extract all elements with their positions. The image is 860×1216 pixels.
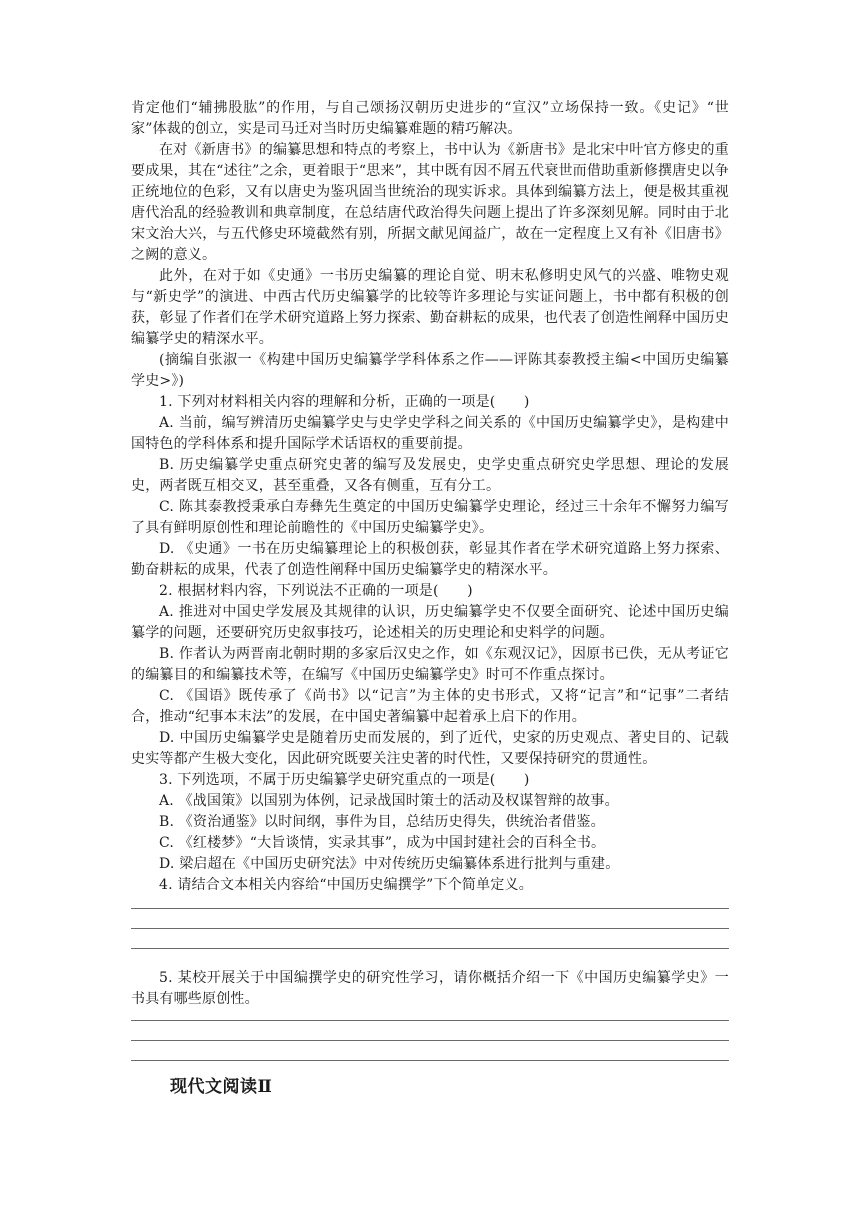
question-4-stem: 4. 请结合文本相关内容给“中国历史编撰学”下个简单定义。 bbox=[159, 877, 533, 893]
question-1-stem: 1. 下列对材料相关内容的理解和分析，正确的一项是( ) bbox=[159, 394, 530, 410]
question-2-option-a: A. 推进对中国史学发展及其规律的认识，历史编纂学史不仅要全面研究、论述中国历史编纂学的问题，还要研究历史叙事技巧，论述相关的历史理论和史料学的问题。 bbox=[131, 604, 729, 641]
paragraph-2: 在对《新唐书》的编纂思想和特点的考察上，书中认为《新唐书》是北宋中叶官方修史的重要成果，其在“述往”之余，更着眼于“思来”，其中既有因不屑五代衰世而借助重新修撰唐史以争正统地位的色彩，又有以唐史为鉴巩固当世统治的现实诉求。具体到编纂方法上，便是极其重视唐代治乱的经验教训和典章制度，在总结唐代政治得失问题上提出了许多深刻见解。同时由于北宋文治大兴，与五代修史环境截然有别，所据文献见闻益广，故在一定程度上又有补《旧唐书》之阙的意义。 bbox=[131, 142, 729, 263]
question-3-option-b: B. 《资治通鉴》以时间纲，事件为目，总结历史得失，供统治者借鉴。 bbox=[159, 814, 605, 830]
question-1-option-a: A. 当前，编写辨清历史编纂学史与史学史学科之间关系的《中国历史编纂学史》，是构建中国特色的学科体系和提升国际学术话语权的重要前提。 bbox=[131, 415, 729, 452]
paragraph-1: 肯定他们“辅拂股肱”的作用，与自己颂扬汉朝历史进步的“宣汉”立场保持一致。《史记》“世家”体裁的创立，实是司马迁对当时历史编纂难题的精巧解决。 bbox=[131, 100, 729, 137]
question-5-stem: 5. 某校开展关于中国编撰学史的研究性学习，请你概括介绍一下《中国历史编纂学史》一书具有哪些原创性。 bbox=[131, 970, 729, 1007]
question-3-option-c: C. 《红楼梦》“大旨谈情，实录其事”，成为中国封建社会的百科全书。 bbox=[159, 835, 606, 851]
question-2-stem: 2. 根据材料内容，下列说法不正确的一项是( ) bbox=[159, 583, 473, 599]
source-note: (摘编自张淑一《构建中国历史编纂学学科体系之作——评陈其泰教授主编<中国历史编纂学史>》) bbox=[131, 352, 729, 389]
answer-line bbox=[131, 948, 729, 949]
reading-passage bbox=[131, 98, 729, 1080]
answer-line bbox=[131, 1060, 729, 1061]
question-2-option-c: C. 《国语》既传承了《尚书》以“记言”为主体的史书形式，又将“记言”和“记事”二者结合，推动“纪事本末法”的发展，在中国史著编纂中起着承上启下的作用。 bbox=[131, 688, 729, 725]
question-2-option-b: B. 作者认为两晋南北朝时期的多家后汉史之作，如《东观汉记》，因原书已佚，无从考证它的编纂目的和编纂技术等，在编写《中国历史编纂学史》时可不作重点探讨。 bbox=[131, 646, 729, 683]
question-2-option-d: D. 中国历史编纂学史是随着历史而发展的，到了近代，史家的历史观点、著史目的、记载史实等都产生极大变化，因此研究既要关注史著的时代性，又要保持研究的贯通性。 bbox=[131, 730, 729, 767]
question-5-answer-area[interactable] bbox=[131, 1020, 729, 1061]
answer-line bbox=[131, 928, 729, 929]
section-title: 现代文阅读Ⅱ bbox=[170, 1077, 273, 1097]
question-3-stem: 3. 下列选项，不属于历史编纂学史研究重点的一项是( ) bbox=[159, 772, 530, 788]
answer-line bbox=[131, 1020, 729, 1021]
question-1-option-b: B. 历史编纂学史重点研究史著的编写及发展史，史学史重点研究史学思想、理论的发展史，两者既互相交叉，甚至重叠，又各有侧重，互有分工。 bbox=[131, 457, 729, 494]
question-3-option-a: A. 《战国策》以国别为体例，记录战国时策士的活动及权谋智辩的故事。 bbox=[159, 793, 619, 809]
paragraph-3: 此外，在对于如《史通》一书历史编纂的理论自觉、明末私修明史风气的兴盛、唯物史观与“新史学”的演进、中西古代历史编纂学的比较等许多理论与实证问题上，书中都有积极的创获，彰显了作者们在学术研究道路上努力探索、勤奋耕耘的成果，也代表了创造性阐释中国历史编纂学史的精深水平。 bbox=[131, 268, 729, 347]
question-1-option-c: C. 陈其泰教授秉承白寿彝先生奠定的中国历史编纂学史理论，经过三十余年不懈努力编写了具有鲜明原创性和理论前瞻性的《中国历史编纂学史》。 bbox=[131, 499, 729, 536]
answer-line bbox=[131, 908, 729, 909]
answer-line bbox=[131, 1040, 729, 1041]
question-1-option-d: D. 《史通》一书在历史编纂理论上的积极创获，彰显其作者在学术研究道路上努力探索、勤奋耕耘的成果，代表了创造性阐释中国历史编纂学史的精深水平。 bbox=[131, 541, 729, 578]
question-4-answer-area[interactable] bbox=[131, 908, 729, 949]
question-3-option-d: D. 梁启超在《中国历史研究法》中对传统历史编纂体系进行批判与重建。 bbox=[159, 856, 620, 872]
